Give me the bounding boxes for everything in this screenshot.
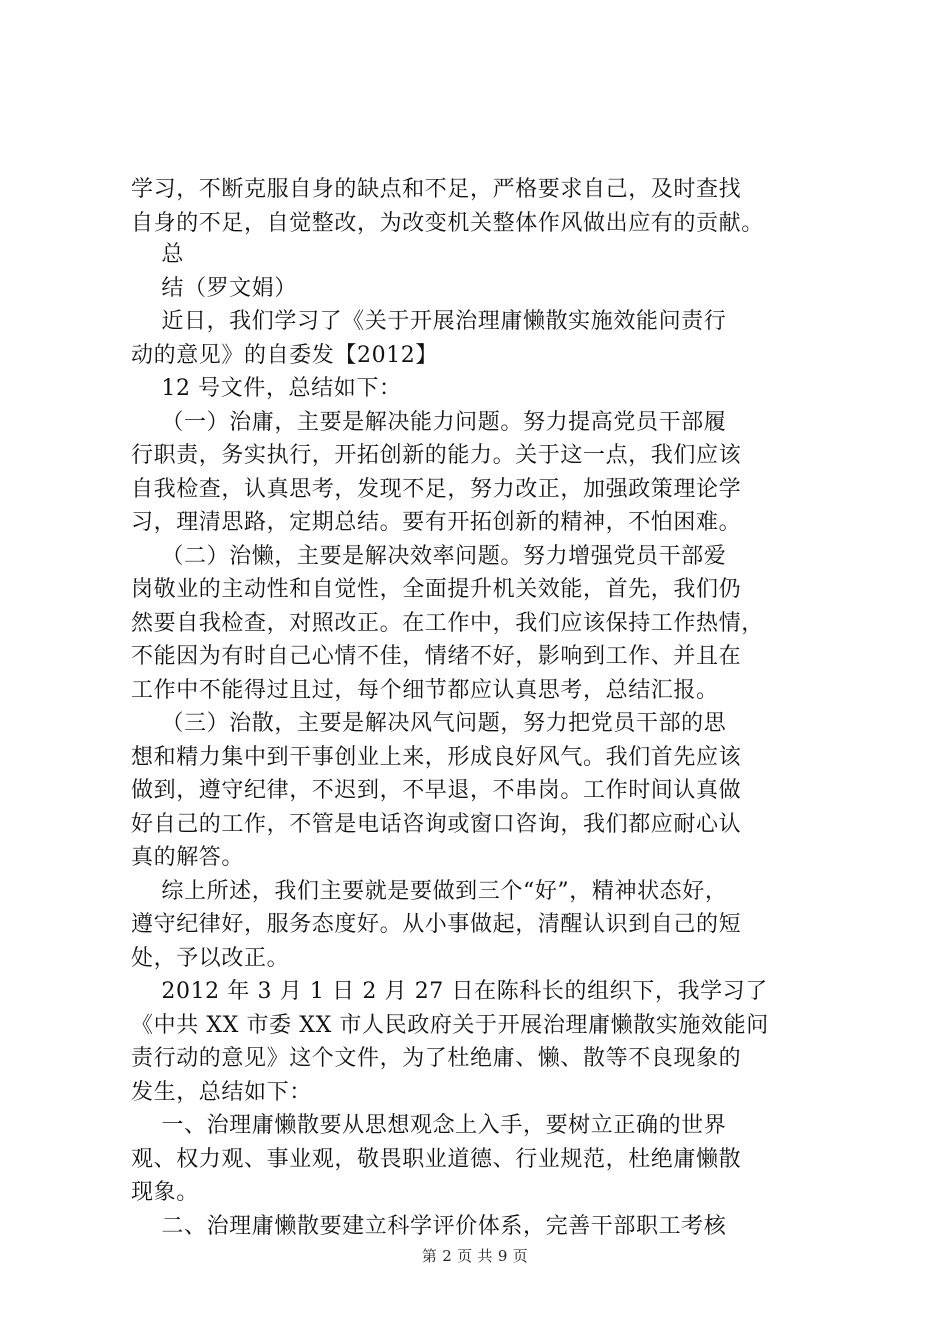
text-line: 发生，总结如下：	[131, 1079, 312, 1105]
text-line: 责行动的意见》这个文件，为了杜绝庸、懒、散等不良现象的	[131, 1046, 742, 1071]
text-line: 不能因为有时自己心情不佳，情绪不好，影响到工作、并且在	[131, 644, 742, 669]
text-line: 行职责，务实执行，开拓创新的能力。关于这一点，我们应该	[131, 443, 742, 468]
text-line: 工作中不能得过且过，每个细节都应认真思考，总结汇报。	[131, 677, 719, 703]
page-number-footer: 第 2 页 共 9 页	[421, 1247, 529, 1265]
text-line: 学习，不断克服自身的缺点和不足，严格要求自己，及时查找	[131, 177, 742, 202]
main-body	[131, 238, 831, 1243]
text-line: （三）治散，主要是解决风气问题，努力把党员干部的思	[131, 711, 727, 736]
text-line: 观、权力观、事业观，敬畏职业道德、行业规范，杜绝庸懒散	[131, 1146, 742, 1172]
text-line: 想和精力集中到干事创业上来，形成良好风气。我们首先应该	[131, 744, 742, 770]
text-line: 现象。	[131, 1180, 199, 1205]
text-line: （一）治庸，主要是解决能力问题。努力提高党员干部履	[131, 409, 727, 435]
text-line: 自我检查，认真思考，发现不足，努力改正，加强政策理论学	[131, 476, 742, 502]
text-line: 近日，我们学习了《关于开展治理庸懒散实施效能问责行	[131, 309, 727, 334]
text-line: 《中共 XX 市委 XX 市人民政府关于开展治理庸懒散实施效能问	[131, 1012, 769, 1038]
text-line: 12 号文件，总结如下：	[131, 376, 402, 401]
text-line: 自身的不足，自觉整改，为改变机关整体作风做出应有的贡献。	[131, 210, 764, 236]
text-line: 好自己的工作，不管是电话咨询或窗口咨询，我们都应耐心认	[131, 811, 742, 837]
text-line: 真的解答。	[131, 845, 245, 870]
text-line: 处，予以改正。	[131, 945, 290, 971]
top-paragraph	[131, 173, 831, 240]
text-line: 遵守纪律好，服务态度好。从小事做起，清醒认识到自己的短	[131, 912, 742, 937]
text-line: 一、治理庸懒散要从思想观念上入手，要树立正确的世界	[131, 1113, 727, 1138]
text-line: 习，理清思路，定期总结。要有开拓创新的精神，不怕困难。	[131, 510, 742, 535]
text-line: 结（罗文娟）	[131, 275, 297, 301]
text-line: 二、治理庸懒散要建立科学评价体系，完善干部职工考核	[131, 1213, 727, 1239]
text-line: 岗敬业的主动性和自觉性，全面提升机关效能，首先，我们仍	[131, 577, 742, 602]
text-line: 然要自我检查，对照改正。在工作中，我们应该保持工作热情，	[131, 610, 764, 636]
text-line: 动的意见》的自委发【2012】	[131, 342, 438, 368]
text-line: 总	[131, 242, 184, 267]
text-line: 综上所述，我们主要就是要做到三个“好”，精神状态好，	[131, 878, 728, 904]
text-line: 2012 年 3 月 1 日 2 月 27 日在陈科长的组织下，我学习了	[131, 979, 768, 1004]
text-line: 做到，遵守纪律，不迟到，不早退，不串岗。工作时间认真做	[131, 778, 742, 803]
text-line: （二）治懒，主要是解决效率问题。努力增强党员干部爱	[131, 543, 727, 569]
